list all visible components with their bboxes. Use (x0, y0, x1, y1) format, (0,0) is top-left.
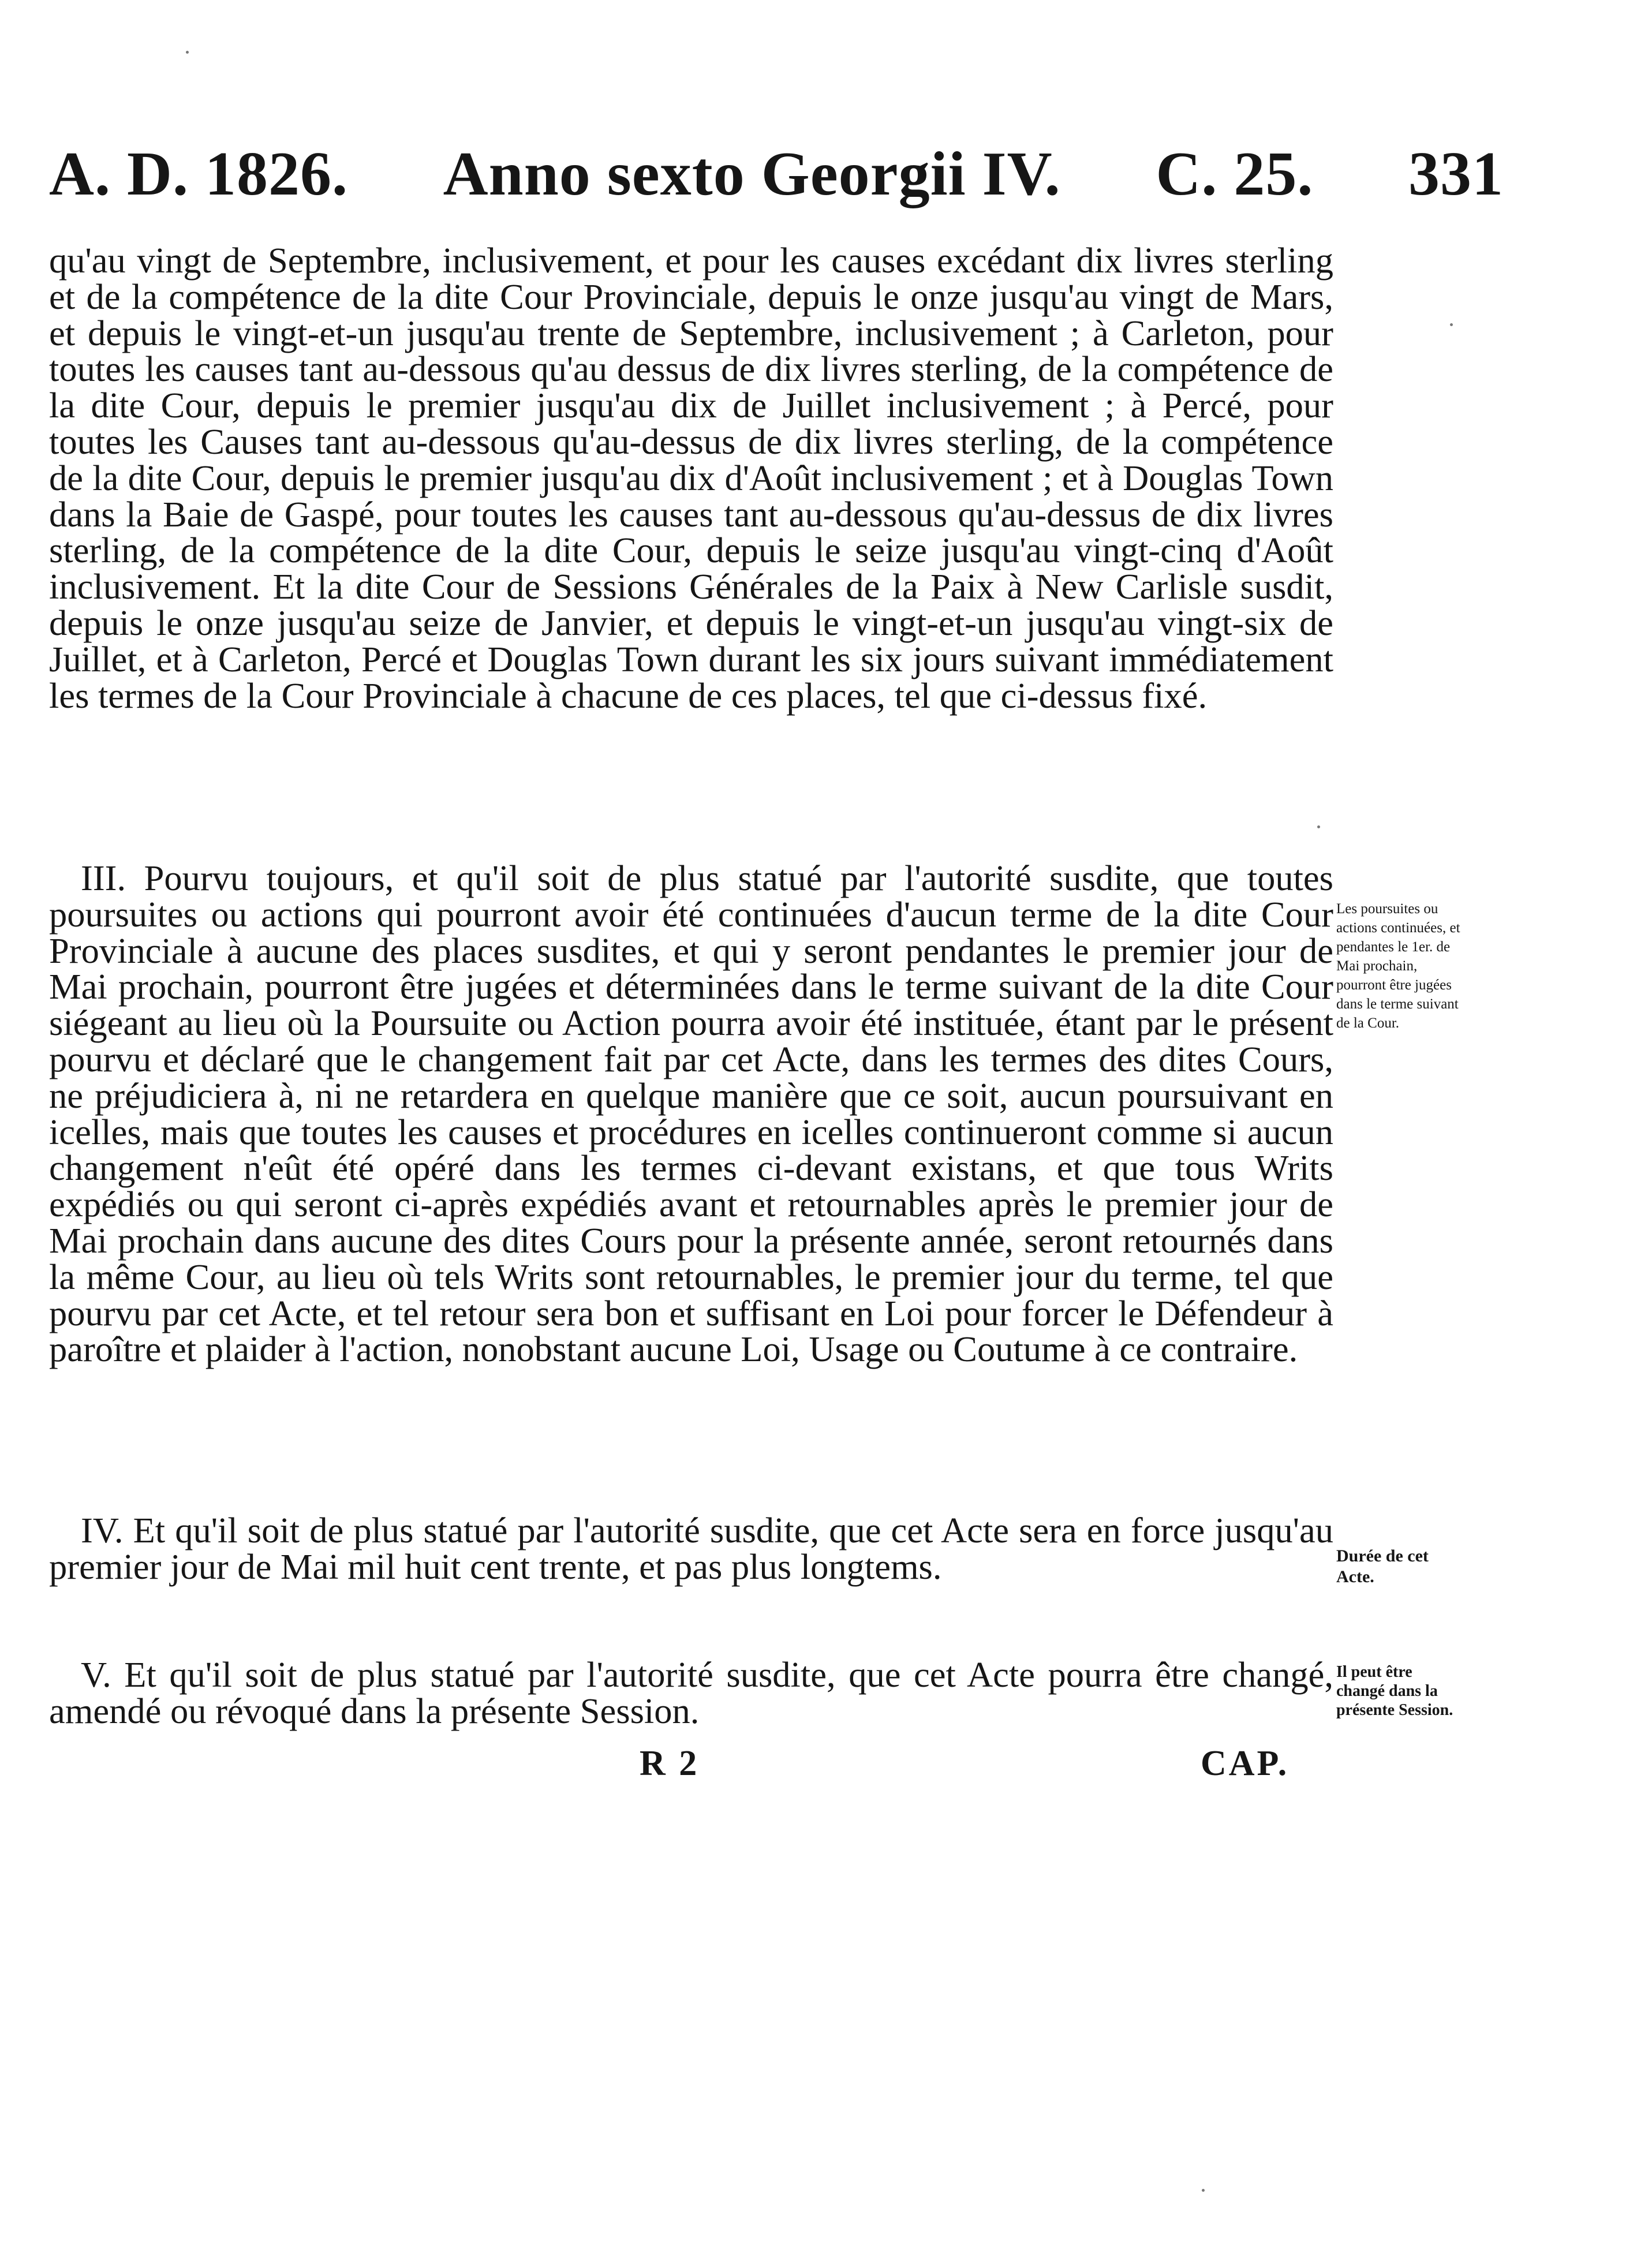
header-regnal-year: Anno sexto Georgii IV. (443, 140, 1061, 208)
section-3 (49, 858, 1333, 1370)
running-header (49, 139, 1504, 225)
scan-speck (1202, 2189, 1205, 2192)
catchword: CAP. (1201, 1744, 1290, 1783)
section-5-text: V. Et qu'il soit de plus statué par l'autorité susdite, que cet Acte pourra être changé, amendé ou révoqué dans la présente Session. (49, 1654, 1333, 1731)
margin-note-section-4: Durée de cet Acte. (1336, 1546, 1429, 1586)
header-year: A. D. 1826. (49, 140, 348, 208)
section-4-text: IV. Et qu'il soit de plus statué par l'autorité susdite, que cet Acte sera en force jusqu'au premier jour de Mai mil huit cent trente, et pas plus longtems. (49, 1510, 1333, 1587)
continued-paragraph (49, 240, 1333, 716)
page-number: 331 (1408, 140, 1504, 208)
signature-mark: R 2 (640, 1744, 700, 1783)
scan-speck (1317, 825, 1320, 828)
section-5 (49, 1654, 1333, 1731)
continued-paragraph-text: qu'au vingt de Septembre, inclusivement, et pour les causes excédant dix livres sterling et de la compétence de la dite Cour Provinciale, depuis le onze jusqu'au vingt de Mars, et depuis le vingt-et-un jusqu'au trente de Septembre, inclusivement ; à Carleton, pour toutes les causes tant au-dessous qu'au dessus de dix livres sterling, de la compétence de la dite Cour, depuis le premier jusqu'au dix de Juillet inclusivement ; à Percé, pour toutes les Causes tant au-dessous qu'au-dessus de dix livres sterling, de la compétence de la dite Cour, depuis le premier jusqu'au dix d'Août inclusivement ; et à Douglas Town dans la Baie de Gaspé, pour toutes les causes tant au-dessous qu'au-dessus de dix livres sterling, de la compétence de la dite Cour, depuis le seize jusqu'au vingt-cinq d'Août inclusivement. Et la dite Cour de Sessions Générales de la Paix à New Carlisle susdit, depuis le onze jusqu'au seize de Janvier, et depuis le vingt-et-un jusqu'au vingt-six de Juillet, et à Carleton, Percé et Douglas Town durant les six jours suivant immédiatement les termes de la Cour Provinciale à chacune de ces places, tel que ci-dessus fixé. (49, 240, 1333, 716)
header-chapter: C. 25. (1156, 140, 1314, 208)
margin-note-section-5: Il peut être changé dans la présente Session. (1336, 1663, 1453, 1719)
section-3-text: III. Pourvu toujours, et qu'il soit de plus statué par l'autorité susdite, que toutes poursuites ou actions qui pourront avoir été continuées d'aucun terme de la dite Cour Provinciale à aucune des places susdites, et qui y seront pendantes le premier jour de Mai prochain, pourront être jugées et déterminées dans le terme suivant de la dite Cour siégeant au lieu où la Poursuite ou Action pourra avoir été instituée, étant par le présent pourvu et déclaré que le changement fait par cet Acte, dans les termes des dites Cours, ne préjudiciera à, ni ne retardera en quelque manière que ce soit, aucun poursuivant en icelles, mais que toutes les causes et procédures en icelles continueront comme si aucun changement n'eût été opéré dans les termes ci-devant existans, et que tous Writs expédiés ou qui seront ci-après expédiés avant et retournables après le premier jour de Mai prochain dans aucune des dites Cours pour la présente année, seront retournés dans la même Cour, au lieu où tels Writs sont retournables, le premier jour du terme, tel que pourvu par cet Acte, et tel retour sera bon et suffisant en Loi pour forcer le Défendeur à paroître et plaider à l'action, nonobstant aucune Loi, Usage ou Coutume à ce contraire. (49, 858, 1333, 1370)
section-4 (49, 1512, 1333, 1585)
scan-speck (1450, 323, 1453, 326)
margin-note-section-3: Les poursuites ou actions continuées, et pendantes le 1er. de Mai prochain, pourront être jugées dans le terme suivant de la Cour. (1336, 901, 1460, 1031)
scan-speck (186, 51, 189, 54)
